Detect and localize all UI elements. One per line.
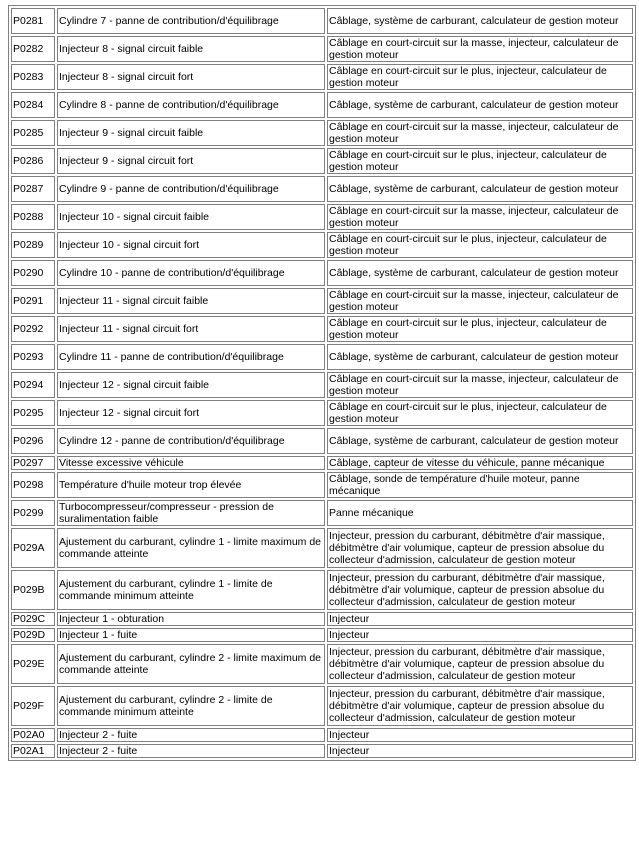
dtc-description-cell: Injecteur 9 - signal circuit faible [57,120,325,146]
dtc-description-cell: Cylindre 8 - panne de contribution/d'équilibrage [57,92,325,118]
table-row [11,204,633,230]
dtc-code-cell: P0295 [11,400,55,426]
dtc-causes-cell: Panne mécanique [327,500,633,526]
dtc-description-cell: Cylindre 7 - panne de contribution/d'équilibrage [57,8,325,34]
table-row [11,372,633,398]
dtc-table [8,5,636,761]
dtc-causes-cell: Câblage en court-circuit sur la masse, injecteur, calculateur de gestion moteur [327,204,633,230]
table-row [11,232,633,258]
dtc-description-cell: Cylindre 12 - panne de contribution/d'équilibrage [57,428,325,454]
dtc-description-cell: Cylindre 9 - panne de contribution/d'équilibrage [57,176,325,202]
dtc-description-cell: Ajustement du carburant, cylindre 2 - limite maximum de commande atteinte [57,644,325,684]
dtc-code-cell: P0287 [11,176,55,202]
table-row [11,344,633,370]
dtc-description-cell: Injecteur 11 - signal circuit faible [57,288,325,314]
dtc-description-cell: Injecteur 10 - signal circuit faible [57,204,325,230]
dtc-code-cell: P0292 [11,316,55,342]
dtc-causes-cell: Câblage, système de carburant, calculateur de gestion moteur [327,176,633,202]
dtc-causes-cell: Injecteur, pression du carburant, débitmètre d'air massique, débitmètre d'air volumique, capteur de pression absolue du collecteur d'admission, calculateur de gestion moteur [327,528,633,568]
dtc-code-cell: P029D [11,628,55,642]
dtc-causes-cell: Câblage en court-circuit sur la masse, injecteur, calculateur de gestion moteur [327,36,633,62]
dtc-causes-cell: Câblage, système de carburant, calculateur de gestion moteur [327,92,633,118]
dtc-code-cell: P029E [11,644,55,684]
dtc-description-cell: Turbocompresseur/compresseur - pression de suralimentation faible [57,500,325,526]
table-row [11,472,633,498]
dtc-causes-cell: Câblage en court-circuit sur la masse, injecteur, calculateur de gestion moteur [327,372,633,398]
table-row [11,728,633,742]
table-row [11,260,633,286]
table-row [11,644,633,684]
dtc-description-cell: Injecteur 11 - signal circuit fort [57,316,325,342]
dtc-description-cell: Ajustement du carburant, cylindre 1 - limite de commande minimum atteinte [57,570,325,610]
dtc-table-body [11,8,633,758]
dtc-description-cell: Injecteur 9 - signal circuit fort [57,148,325,174]
table-row [11,8,633,34]
dtc-description-cell: Injecteur 1 - obturation [57,612,325,626]
dtc-causes-cell: Injecteur, pression du carburant, débitmètre d'air massique, débitmètre d'air volumique, capteur de pression absolue du collecteur d'admission, calculateur de gestion moteur [327,686,633,726]
dtc-code-cell: P029B [11,570,55,610]
table-row [11,570,633,610]
table-row [11,148,633,174]
dtc-code-cell: P02A0 [11,728,55,742]
dtc-description-cell: Cylindre 11 - panne de contribution/d'équilibrage [57,344,325,370]
dtc-description-cell: Vitesse excessive véhicule [57,456,325,470]
dtc-description-cell: Injecteur 1 - fuite [57,628,325,642]
dtc-causes-cell: Câblage en court-circuit sur le plus, injecteur, calculateur de gestion moteur [327,232,633,258]
dtc-table-container [8,5,636,761]
dtc-code-cell: P029F [11,686,55,726]
table-row [11,612,633,626]
dtc-code-cell: P029C [11,612,55,626]
dtc-causes-cell: Injecteur [327,628,633,642]
dtc-causes-cell: Câblage, système de carburant, calculateur de gestion moteur [327,8,633,34]
table-row [11,288,633,314]
dtc-causes-cell: Câblage en court-circuit sur la masse, injecteur, calculateur de gestion moteur [327,288,633,314]
dtc-code-cell: P0298 [11,472,55,498]
dtc-causes-cell: Câblage, système de carburant, calculateur de gestion moteur [327,260,633,286]
table-row [11,428,633,454]
dtc-description-cell: Ajustement du carburant, cylindre 1 - limite maximum de commande atteinte [57,528,325,568]
dtc-code-cell: P0285 [11,120,55,146]
table-row [11,176,633,202]
dtc-description-cell: Température d'huile moteur trop élevée [57,472,325,498]
dtc-causes-cell: Injecteur [327,744,633,758]
dtc-code-cell: P0284 [11,92,55,118]
dtc-causes-cell: Injecteur [327,728,633,742]
dtc-description-cell: Injecteur 2 - fuite [57,728,325,742]
dtc-description-cell: Cylindre 10 - panne de contribution/d'équilibrage [57,260,325,286]
dtc-causes-cell: Câblage, sonde de température d'huile moteur, panne mécanique [327,472,633,498]
dtc-causes-cell: Câblage en court-circuit sur la masse, injecteur, calculateur de gestion moteur [327,120,633,146]
dtc-code-cell: P0289 [11,232,55,258]
dtc-code-cell: P0296 [11,428,55,454]
table-row [11,628,633,642]
table-row [11,120,633,146]
dtc-description-cell: Injecteur 8 - signal circuit fort [57,64,325,90]
dtc-causes-cell: Câblage en court-circuit sur le plus, injecteur, calculateur de gestion moteur [327,316,633,342]
dtc-code-cell: P0282 [11,36,55,62]
table-row [11,744,633,758]
dtc-code-cell: P0291 [11,288,55,314]
dtc-code-cell: P029A [11,528,55,568]
dtc-code-cell: P0281 [11,8,55,34]
dtc-description-cell: Ajustement du carburant, cylindre 2 - limite de commande minimum atteinte [57,686,325,726]
dtc-causes-cell: Câblage en court-circuit sur le plus, injecteur, calculateur de gestion moteur [327,64,633,90]
dtc-code-cell: P0283 [11,64,55,90]
dtc-causes-cell: Câblage en court-circuit sur le plus, injecteur, calculateur de gestion moteur [327,400,633,426]
table-row [11,92,633,118]
table-row [11,500,633,526]
dtc-causes-cell: Câblage en court-circuit sur le plus, injecteur, calculateur de gestion moteur [327,148,633,174]
dtc-description-cell: Injecteur 12 - signal circuit fort [57,400,325,426]
dtc-code-cell: P0288 [11,204,55,230]
dtc-causes-cell: Injecteur, pression du carburant, débitmètre d'air massique, débitmètre d'air volumique, capteur de pression absolue du collecteur d'admission, calculateur de gestion moteur [327,644,633,684]
dtc-description-cell: Injecteur 12 - signal circuit faible [57,372,325,398]
dtc-code-cell: P0294 [11,372,55,398]
table-row [11,528,633,568]
table-row [11,64,633,90]
dtc-code-cell: P0290 [11,260,55,286]
dtc-causes-cell: Câblage, système de carburant, calculateur de gestion moteur [327,344,633,370]
table-row [11,456,633,470]
table-row [11,316,633,342]
dtc-description-cell: Injecteur 10 - signal circuit fort [57,232,325,258]
dtc-causes-cell: Injecteur [327,612,633,626]
dtc-code-cell: P02A1 [11,744,55,758]
dtc-causes-cell: Câblage, système de carburant, calculateur de gestion moteur [327,428,633,454]
table-row [11,400,633,426]
dtc-code-cell: P0286 [11,148,55,174]
table-row [11,36,633,62]
dtc-causes-cell: Câblage, capteur de vitesse du véhicule, panne mécanique [327,456,633,470]
dtc-description-cell: Injecteur 8 - signal circuit faible [57,36,325,62]
dtc-causes-cell: Injecteur, pression du carburant, débitmètre d'air massique, débitmètre d'air volumique, capteur de pression absolue du collecteur d'admission, calculateur de gestion moteur [327,570,633,610]
dtc-code-cell: P0297 [11,456,55,470]
dtc-code-cell: P0299 [11,500,55,526]
dtc-description-cell: Injecteur 2 - fuite [57,744,325,758]
table-row [11,686,633,726]
dtc-code-cell: P0293 [11,344,55,370]
